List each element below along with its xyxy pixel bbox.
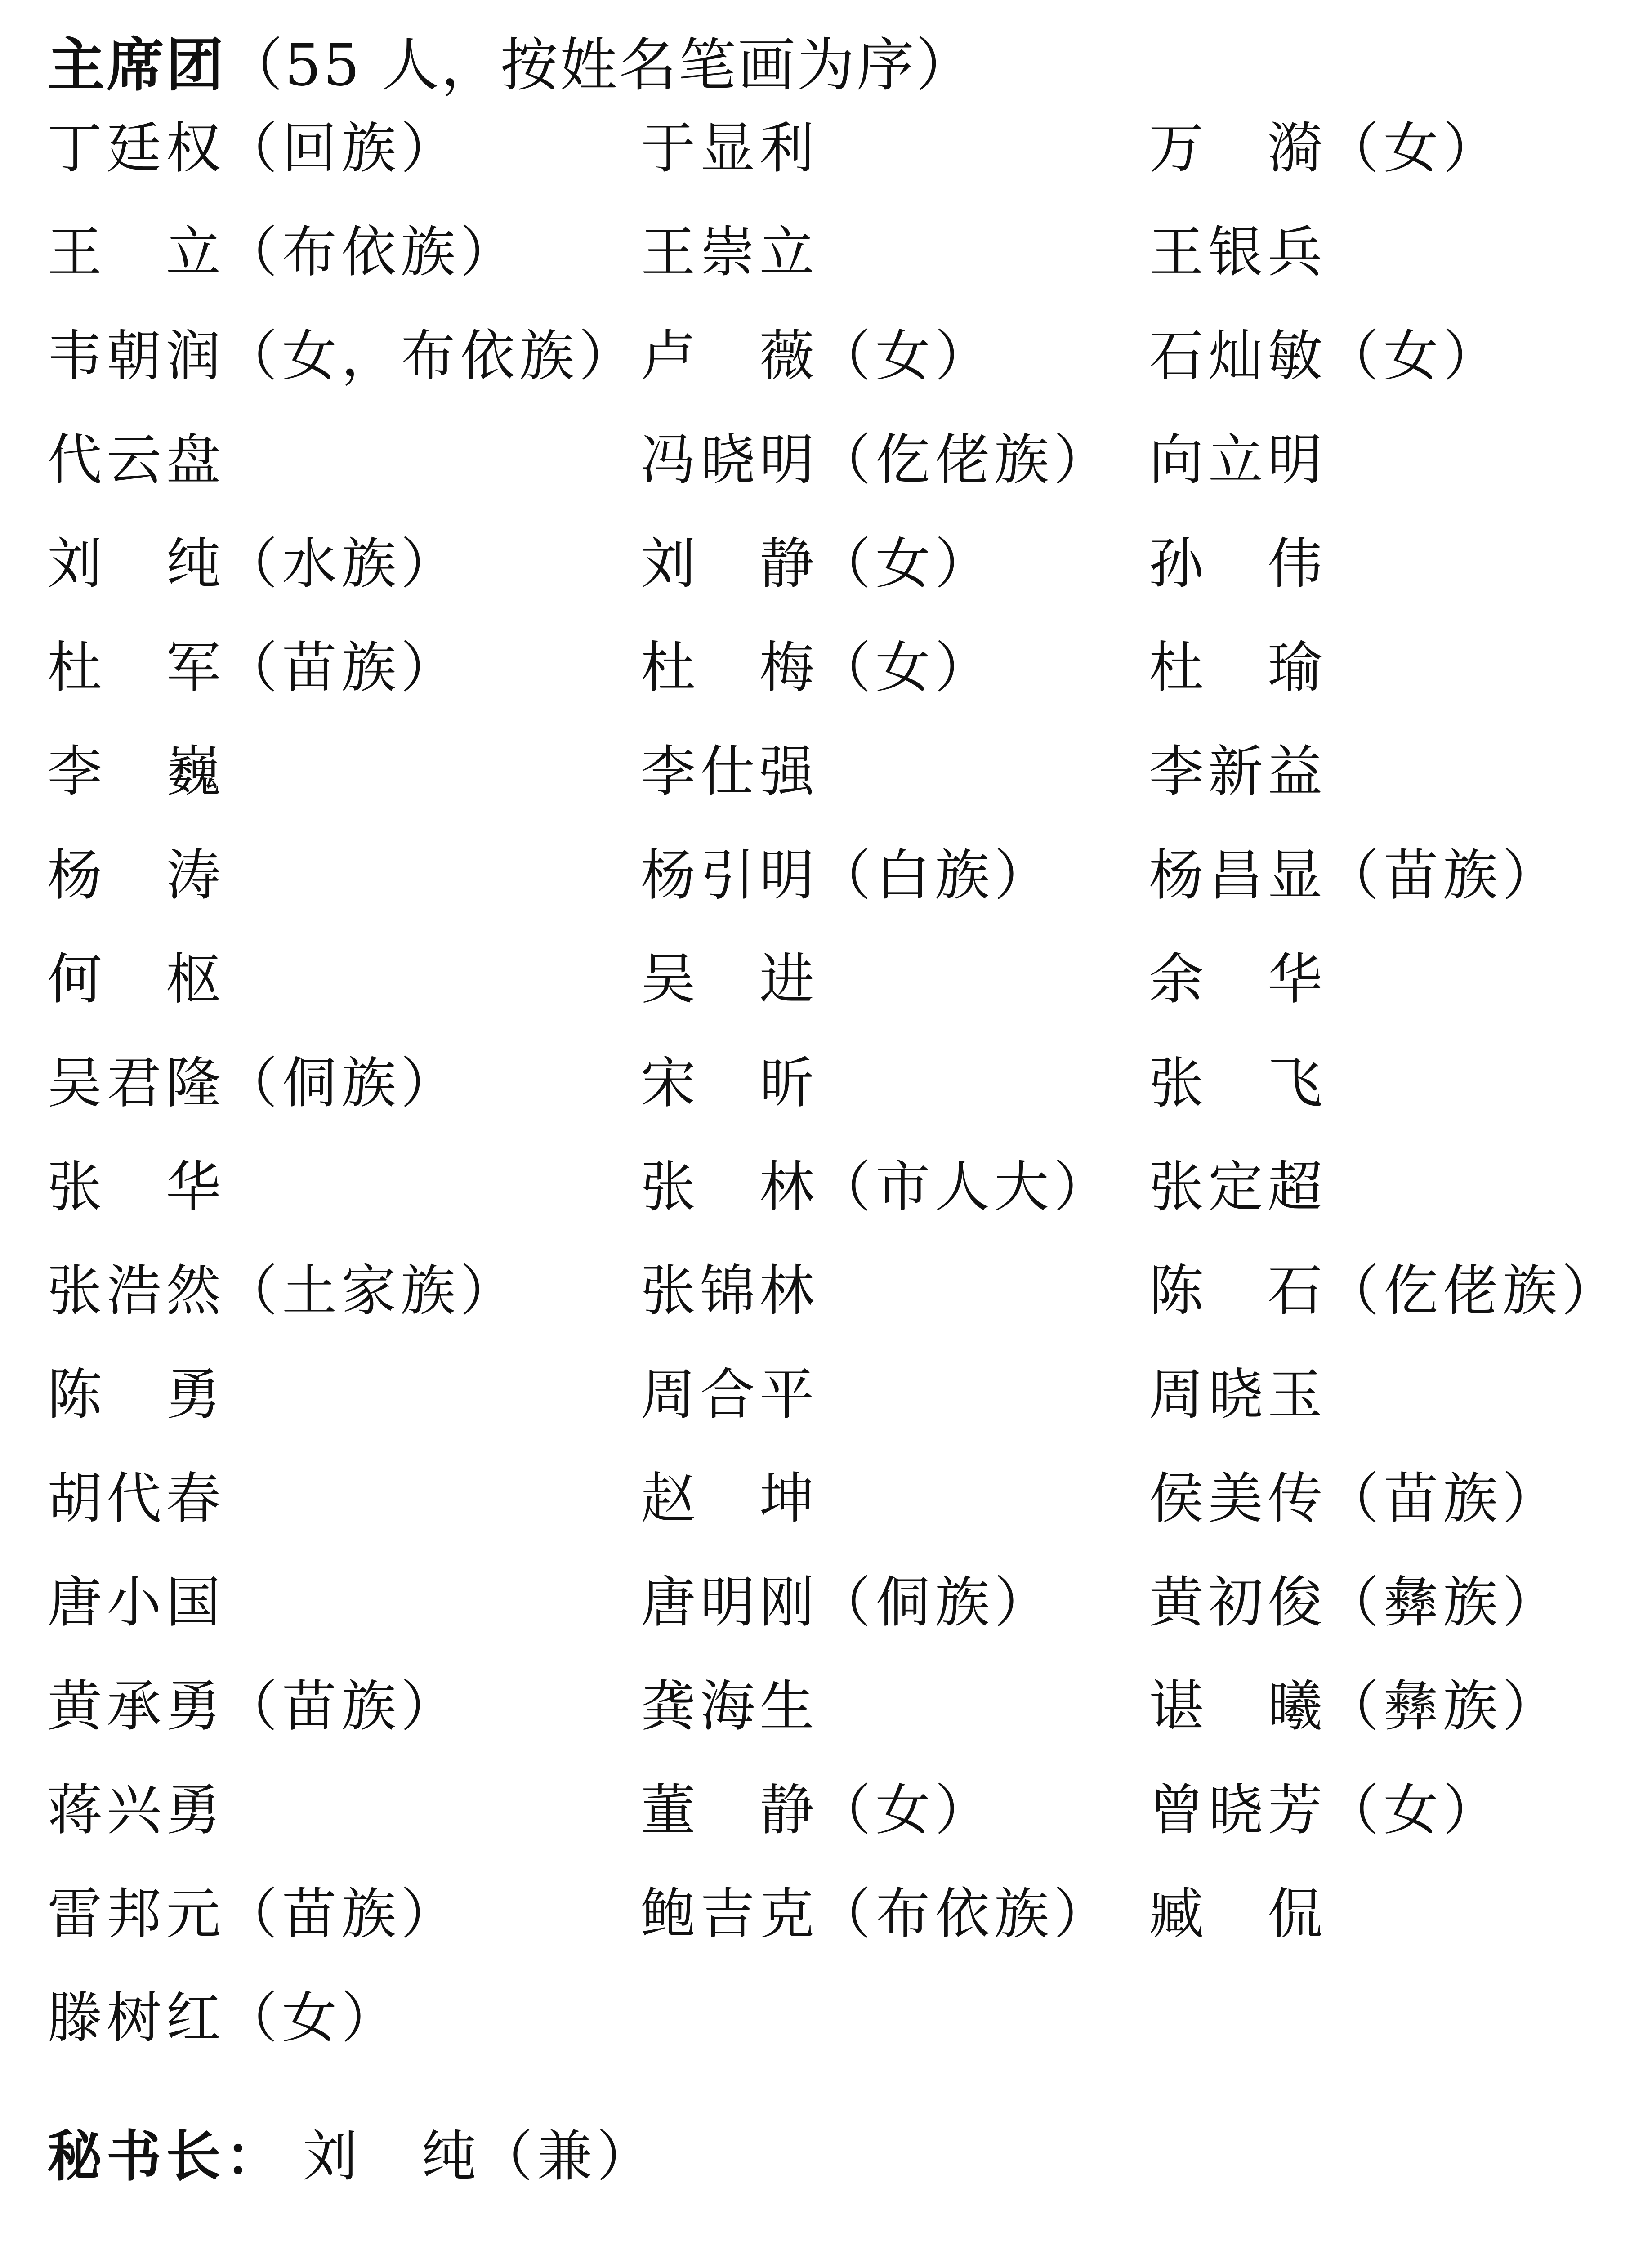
member-entry xyxy=(641,1357,1149,1460)
secretary-name: 刘 纯 xyxy=(303,2125,481,2188)
member-entry xyxy=(47,629,641,733)
member-entry xyxy=(641,837,1149,941)
member-name: 刘 纯 xyxy=(47,532,225,596)
member-entry xyxy=(47,1045,641,1149)
member-name: 吴 进 xyxy=(641,947,819,1011)
member-note: （彝族） xyxy=(1324,1674,1562,1738)
member-note: （市人大） xyxy=(816,1155,1113,1219)
member-name: 黄承勇 xyxy=(47,1674,225,1738)
member-name: 张 飞 xyxy=(1149,1051,1327,1115)
member-name: 宋 昕 xyxy=(641,1051,819,1115)
member-name: 杨 涛 xyxy=(47,844,225,907)
member-entry xyxy=(641,1772,1149,1876)
member-name: 韦朝润 xyxy=(47,324,225,388)
member-name: 吴君隆 xyxy=(47,1051,225,1115)
member-name: 陈 勇 xyxy=(47,1363,225,1427)
member-entry xyxy=(47,733,641,837)
member-name: 黄初俊 xyxy=(1149,1571,1327,1634)
member-name: 冯晓明 xyxy=(641,428,819,492)
heading-subtitle: （55 人，按姓名笔画为序） xyxy=(225,32,975,99)
member-note: （侗族） xyxy=(223,1051,460,1115)
member-entry xyxy=(1149,1357,1639,1460)
member-entry xyxy=(1149,214,1639,318)
member-name: 张定超 xyxy=(1149,1155,1327,1219)
member-entry xyxy=(1149,1668,1639,1772)
member-entry xyxy=(641,214,1149,318)
member-entry xyxy=(641,422,1149,526)
member-name: 王银兵 xyxy=(1149,220,1327,284)
member-name: 杨昌显 xyxy=(1149,844,1327,907)
member-note: （回族） xyxy=(223,116,460,180)
member-entry xyxy=(641,941,1149,1045)
member-entry xyxy=(47,1149,641,1253)
member-name: 于显利 xyxy=(641,116,819,180)
member-list xyxy=(47,110,1639,2084)
member-name: 唐明刚 xyxy=(641,1571,819,1634)
member-note: （女） xyxy=(816,324,994,388)
member-entry xyxy=(1149,1149,1639,1253)
member-name: 张锦林 xyxy=(641,1259,819,1323)
member-entry xyxy=(1149,1772,1639,1876)
member-entry xyxy=(1149,526,1639,629)
member-entry xyxy=(641,629,1149,733)
member-note: （女） xyxy=(816,636,994,700)
member-name: 万 漪 xyxy=(1149,116,1327,180)
member-note: （白族） xyxy=(816,844,1054,907)
member-entry xyxy=(47,941,641,1045)
member-name: 孙 伟 xyxy=(1149,532,1327,596)
member-name: 滕树红 xyxy=(47,1986,225,2050)
member-name: 周合平 xyxy=(641,1363,819,1427)
member-note: （苗族） xyxy=(223,1882,460,1946)
member-name: 李 巍 xyxy=(47,740,225,804)
member-entry xyxy=(47,1772,641,1876)
member-note: （仡佬族） xyxy=(1324,1259,1621,1323)
member-entry xyxy=(1149,1564,1639,1668)
secretary-general-line xyxy=(47,2118,656,2195)
member-note: （苗族） xyxy=(1324,844,1562,907)
member-name: 杜 梅 xyxy=(641,636,819,700)
member-entry xyxy=(1149,110,1639,214)
member-entry xyxy=(47,1668,641,1772)
member-name: 杜 军 xyxy=(47,636,225,700)
member-note: （女，布依族） xyxy=(223,324,638,388)
member-name: 向立明 xyxy=(1149,428,1327,492)
member-note: （仡佬族） xyxy=(816,428,1113,492)
member-entry xyxy=(1149,1460,1639,1564)
member-name: 曾晓芳 xyxy=(1149,1778,1327,1842)
presidium-heading xyxy=(47,27,975,104)
member-entry xyxy=(47,318,641,422)
member-entry xyxy=(641,110,1149,214)
member-name: 臧 侃 xyxy=(1149,1882,1327,1946)
member-note: （苗族） xyxy=(1324,1467,1562,1531)
member-name: 王 立 xyxy=(47,220,225,284)
member-name: 胡代春 xyxy=(47,1467,225,1531)
member-note: （女） xyxy=(1324,1778,1502,1842)
member-name: 石灿敏 xyxy=(1149,324,1327,388)
member-name: 杜 瑜 xyxy=(1149,636,1327,700)
member-entry xyxy=(641,1564,1149,1668)
member-note: （女） xyxy=(1324,116,1502,180)
member-entry xyxy=(47,1357,641,1460)
member-entry xyxy=(47,110,641,214)
member-entry xyxy=(47,526,641,629)
member-name: 何 枢 xyxy=(47,947,225,1011)
secretary-note: （兼） xyxy=(478,2125,656,2188)
member-name: 周晓玉 xyxy=(1149,1363,1327,1427)
member-entry xyxy=(641,1045,1149,1149)
member-name: 鲍吉克 xyxy=(641,1882,819,1946)
secretary-label: 秘书长： xyxy=(47,2124,285,2188)
member-note: （彝族） xyxy=(1324,1571,1562,1634)
member-name: 唐小国 xyxy=(47,1571,225,1634)
member-name: 蒋兴勇 xyxy=(47,1778,225,1842)
member-name: 李仕强 xyxy=(641,740,819,804)
member-entry xyxy=(1149,733,1639,837)
member-name: 张 林 xyxy=(641,1155,819,1219)
member-entry xyxy=(641,1668,1149,1772)
member-entry xyxy=(641,733,1149,837)
member-note: （苗族） xyxy=(223,636,460,700)
member-name: 谌 曦 xyxy=(1149,1674,1327,1738)
member-entry xyxy=(1149,1253,1639,1357)
member-entry xyxy=(47,1980,641,2084)
member-name: 陈 石 xyxy=(1149,1259,1327,1323)
member-name: 王崇立 xyxy=(641,220,819,284)
heading-title: 主席团 xyxy=(47,31,226,99)
member-name: 赵 坤 xyxy=(641,1467,819,1531)
member-entry xyxy=(1149,1045,1639,1149)
member-note: （女） xyxy=(816,532,994,596)
member-entry xyxy=(641,318,1149,422)
member-name: 李新益 xyxy=(1149,740,1327,804)
member-name: 张 华 xyxy=(47,1155,225,1219)
member-entry xyxy=(1149,1876,1639,1980)
member-entry xyxy=(1149,318,1639,422)
member-name: 卢 薇 xyxy=(641,324,819,388)
member-entry xyxy=(1149,941,1639,1045)
member-entry xyxy=(641,1460,1149,1564)
member-name: 刘 静 xyxy=(641,532,819,596)
member-entry xyxy=(641,1149,1149,1253)
member-entry xyxy=(1149,629,1639,733)
member-name: 代云盘 xyxy=(47,428,225,492)
member-note: （水族） xyxy=(223,532,460,596)
member-entry xyxy=(47,422,641,526)
member-entry xyxy=(47,1460,641,1564)
member-note: （苗族） xyxy=(223,1674,460,1738)
member-entry xyxy=(641,1876,1149,1980)
member-name: 董 静 xyxy=(641,1778,819,1842)
member-name: 龚海生 xyxy=(641,1674,819,1738)
member-note: （女） xyxy=(1324,324,1502,388)
member-note: （女） xyxy=(223,1986,401,2050)
member-entry xyxy=(47,1564,641,1668)
member-entry xyxy=(47,837,641,941)
member-entry xyxy=(641,1253,1149,1357)
member-name: 杨引明 xyxy=(641,844,819,907)
member-name: 雷邦元 xyxy=(47,1882,225,1946)
member-entry xyxy=(47,214,641,318)
member-entry xyxy=(1149,422,1639,526)
member-entry xyxy=(641,526,1149,629)
member-note: （土家族） xyxy=(223,1259,519,1323)
member-name: 张浩然 xyxy=(47,1259,225,1323)
member-name: 丁廷权 xyxy=(47,116,225,180)
member-note: （布依族） xyxy=(816,1882,1113,1946)
member-name: 侯美传 xyxy=(1149,1467,1327,1531)
member-entry xyxy=(1149,837,1639,941)
member-note: （女） xyxy=(816,1778,994,1842)
member-note: （侗族） xyxy=(816,1571,1054,1634)
member-note: （布依族） xyxy=(223,220,519,284)
member-entry xyxy=(47,1253,641,1357)
member-name: 余 华 xyxy=(1149,947,1327,1011)
member-entry xyxy=(47,1876,641,1980)
